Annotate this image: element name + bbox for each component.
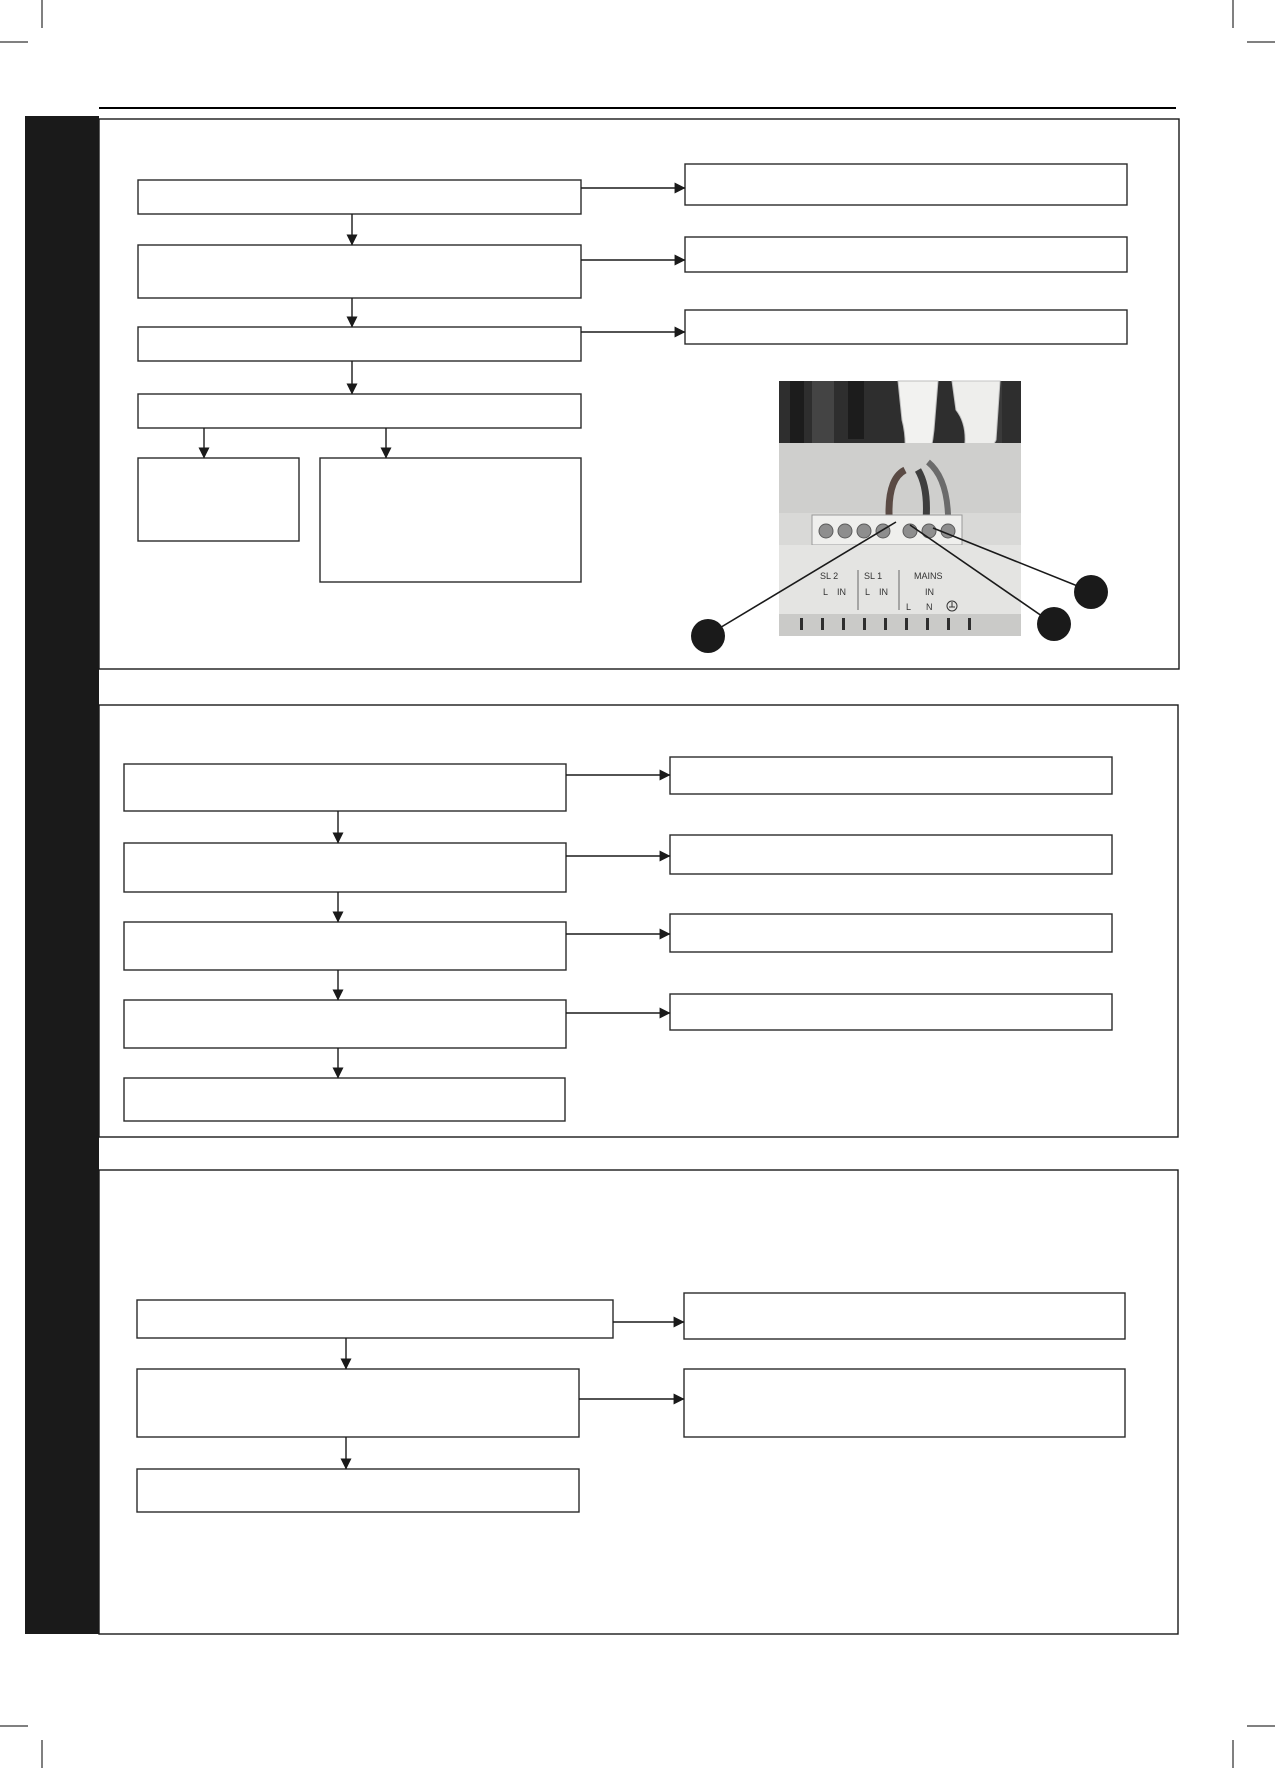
photo-label-mains-l: L — [906, 602, 912, 612]
panel-1 — [99, 119, 1179, 669]
result-box-2-3 — [670, 914, 1112, 952]
result-box-3-2 — [684, 1369, 1125, 1437]
result-box-2-4 — [670, 994, 1112, 1030]
flow-box-1-3 — [138, 327, 581, 361]
flow-box-3-2 — [137, 1369, 579, 1437]
photo-cable-dark-1 — [790, 381, 804, 451]
flow-box-3-1 — [137, 1300, 613, 1338]
photo-label-mains-n: N — [926, 602, 933, 612]
side-bar — [25, 116, 99, 1634]
flow-box-2-2 — [124, 843, 566, 892]
callout-marker-1 — [691, 619, 725, 653]
panel-3 — [99, 1170, 1178, 1634]
flow-box-1-5b — [320, 458, 581, 582]
photo-pin-strip — [779, 614, 1021, 636]
terminal-photo — [779, 381, 1021, 636]
photo-label-mains-in: IN — [925, 587, 934, 597]
result-box-1-2 — [685, 237, 1127, 272]
flow-box-3-3 — [137, 1469, 579, 1512]
flow-box-2-1 — [124, 764, 566, 811]
photo-label-sl2: SL 2 — [820, 571, 839, 581]
photo-cable-dark-3 — [848, 381, 864, 439]
callout-marker-3 — [1074, 575, 1108, 609]
flow-box-1-1 — [138, 180, 581, 214]
photo-label-sl2-l: L — [823, 587, 829, 597]
flow-box-1-2 — [138, 245, 581, 298]
result-box-2-2 — [670, 835, 1112, 874]
photo-label-sl2-in: IN — [837, 587, 846, 597]
result-box-1-1 — [685, 164, 1127, 205]
result-box-2-1 — [670, 757, 1112, 794]
photo-label-sl1-l: L — [865, 587, 871, 597]
photo-label-area — [779, 545, 1021, 620]
flow-box-2-3 — [124, 922, 566, 970]
photo-label-sl1: SL 1 — [864, 571, 883, 581]
photo-screws — [819, 524, 955, 538]
flow-box-2-5 — [124, 1078, 565, 1121]
photo-label-sl1-in: IN — [879, 587, 888, 597]
flow-box-1-4 — [138, 394, 581, 428]
callout-marker-2 — [1037, 607, 1071, 641]
result-box-1-3 — [685, 310, 1127, 344]
flow-box-1-5a — [138, 458, 299, 541]
result-box-3-1 — [684, 1293, 1125, 1339]
photo-label-mains: MAINS — [914, 571, 943, 581]
flow-box-2-4 — [124, 1000, 566, 1048]
photo-cable-dark-2 — [812, 381, 834, 443]
panel-2 — [99, 705, 1178, 1137]
